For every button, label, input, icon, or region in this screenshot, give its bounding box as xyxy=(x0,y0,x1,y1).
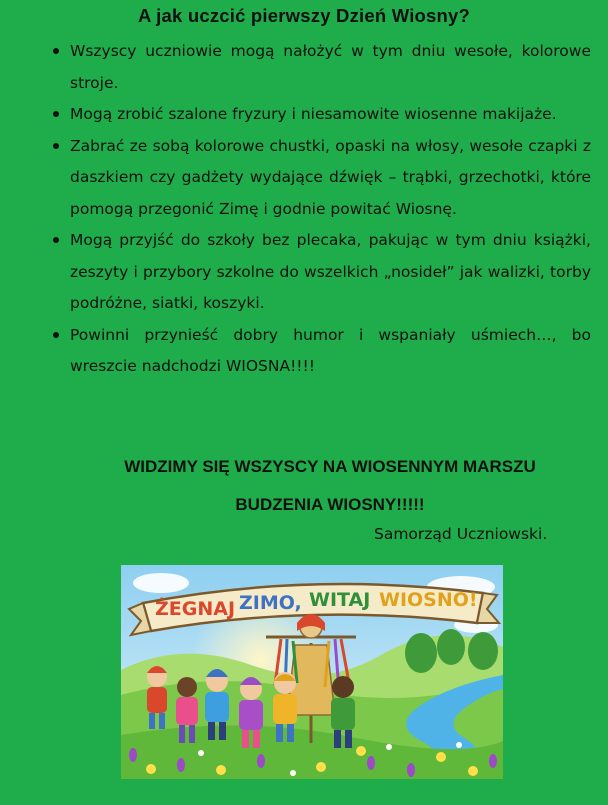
closing-line-1: WIDZIMY SIĘ WSZYSCY NA WIOSENNYM MARSZU xyxy=(124,457,536,476)
banner-word-1: ŻEGNAJ xyxy=(155,598,236,620)
closing-line-2: BUDZENIA WIOSNY!!!!! xyxy=(235,495,425,514)
page-title: A jak uczcić pierwszy Dzień Wiosny? xyxy=(137,5,471,26)
list-item: Powinni przynieść dobry humor i wspaniały uśmiech…, bo wreszcie nadchodzi WIOSNA!!!! xyxy=(70,320,591,383)
signature: Samorząd Uczniowski. xyxy=(374,525,548,543)
list-item: Mogą przyjść do szkoły bez plecaka, pakując w tym dniu książki, zeszyty i przybory szkolne do wszelkich „nosideł” jak walizki, torby podróżne, siatki, koszyki. xyxy=(70,225,591,320)
banner-word-4: WIOSNO! xyxy=(379,589,478,611)
list-item: Wszyscy uczniowie mogą nałożyć w tym dniu wesołe, kolorowe stroje. xyxy=(70,36,591,99)
banner-word-3: WITAJ xyxy=(309,589,371,611)
closing-announcement xyxy=(40,448,608,524)
banner-word-2: ZIMO, xyxy=(239,592,302,614)
bullet-list xyxy=(70,36,591,383)
list-item: Mogą zrobić szalone fryzury i niesamowite wiosenne makijaże. xyxy=(70,99,591,131)
spring-illustration xyxy=(121,565,503,779)
list-item: Zabrać ze sobą kolorowe chustki, opaski na włosy, wesołe czapki z daszkiem czy gadżety wydające dźwięk – trąbki, grzechotki, które pomogą przegonić Zimę i godnie powitać Wiosnę. xyxy=(70,131,591,226)
